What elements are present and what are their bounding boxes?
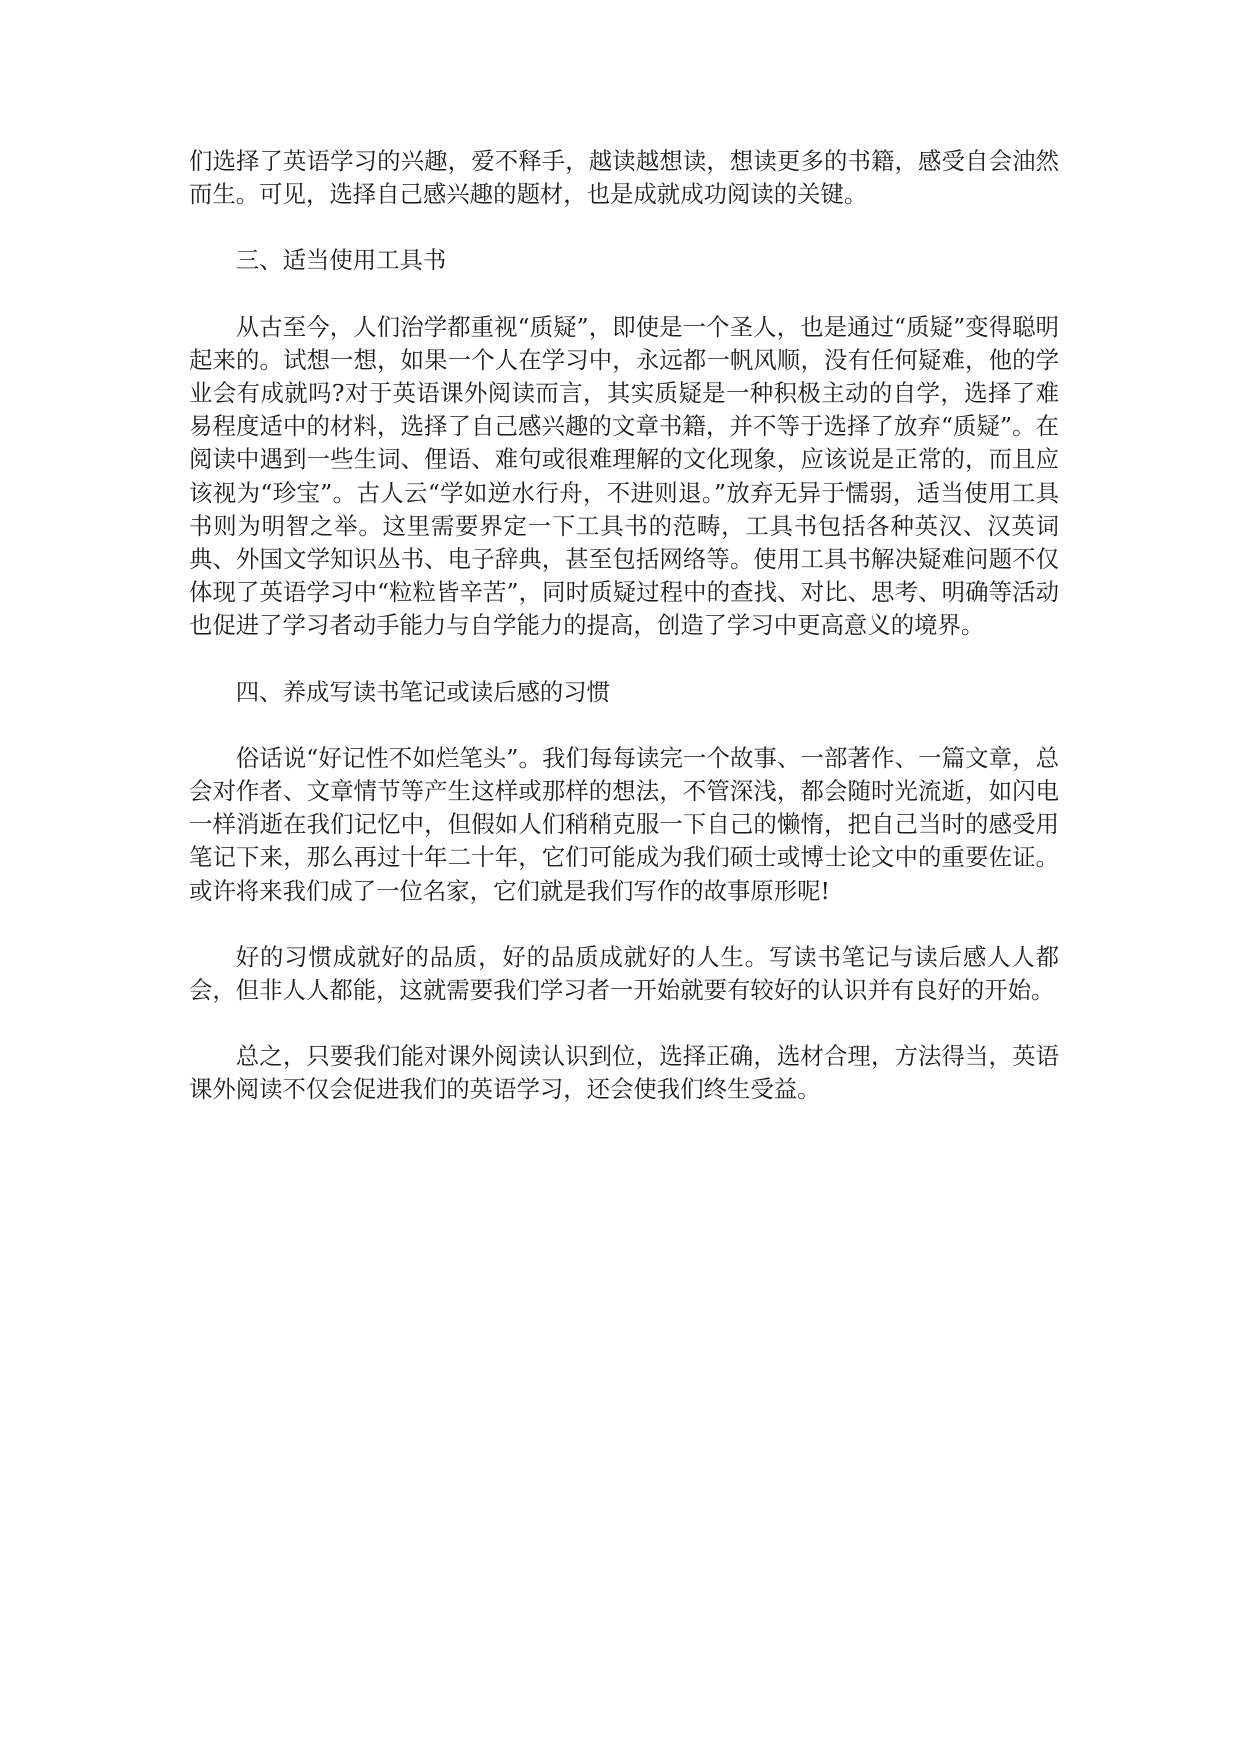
paragraph-conclusion: 总之，只要我们能对课外阅读认识到位，选择正确，选材合理，方法得当，英语课外阅读不仅会促进我们的英语学习，还会使我们终生受益。: [189, 1042, 1059, 1104]
paragraph-continuation: 们选择了英语学习的兴趣，爱不释手，越读越想读，想读更多的书籍，感受自会油然而生。可见，选择自己感兴趣的题材，也是成就成功阅读的关键。: [189, 147, 1059, 209]
section-heading-3: 三、适当使用工具书: [235, 246, 447, 275]
paragraph-good-habits: 好的习惯成就好的品质，好的品质成就好的人生。写读书笔记与读后感人人都会，但非人人都能，这就需要我们学习者一开始就要有较好的认识并有良好的开始。: [189, 942, 1059, 1005]
section-heading-4: 四、养成写读书笔记或读后感的习惯: [235, 677, 611, 706]
paragraph-reading-notes: 俗话说“好记性不如烂笔头”。我们每每读完一个故事、一部著作、一篇文章，总会对作者、文章情节等产生这样或那样的想法，不管深浅，都会随时光流逝，如闪电一样消逝在我们记忆中，但假如人们稍稍克服一下自己的懒惰，把自己当时的感受用笔记下来，那么再过十年二十年，它们可能成为我们硕士或博士论文中的重要佐证。或许将来我们成了一位名家，它们就是我们写作的故事原形呢!: [189, 743, 1059, 905]
paragraph-reference-books: 从古至今，人们治学都重视“质疑”，即使是一个圣人，也是通过“质疑”变得聪明起来的。试想一想，如果一个人在学习中，永远都一帆风顺，没有任何疑难，他的学业会有成就吗?对于英语课外阅读而言，其实质疑是一种积极主动的自学，选择了难易程度适中的材料，选择了自己感兴趣的文章书籍，并不等于选择了放弃“质疑”。在阅读中遇到一些生词、俚语、难句或很难理解的文化现象，应该说是正常的，而且应该视为“珍宝”。古人云“学如逆水行舟，不进则退。”放弃无异于懦弱，适当使用工具书则为明智之举。这里需要界定一下工具书的范畴，工具书包括各种英汉、汉英词典、外国文学知识丛书、电子辞典，甚至包括网络等。使用工具书解决疑难问题不仅体现了英语学习中“粒粒皆辛苦”，同时质疑过程中的查找、对比、思考、明确等活动也促进了学习者动手能力与自学能力的提高，创造了学习中更高意义的境界。: [189, 312, 1059, 640]
document-body: [189, 145, 1059, 1140]
